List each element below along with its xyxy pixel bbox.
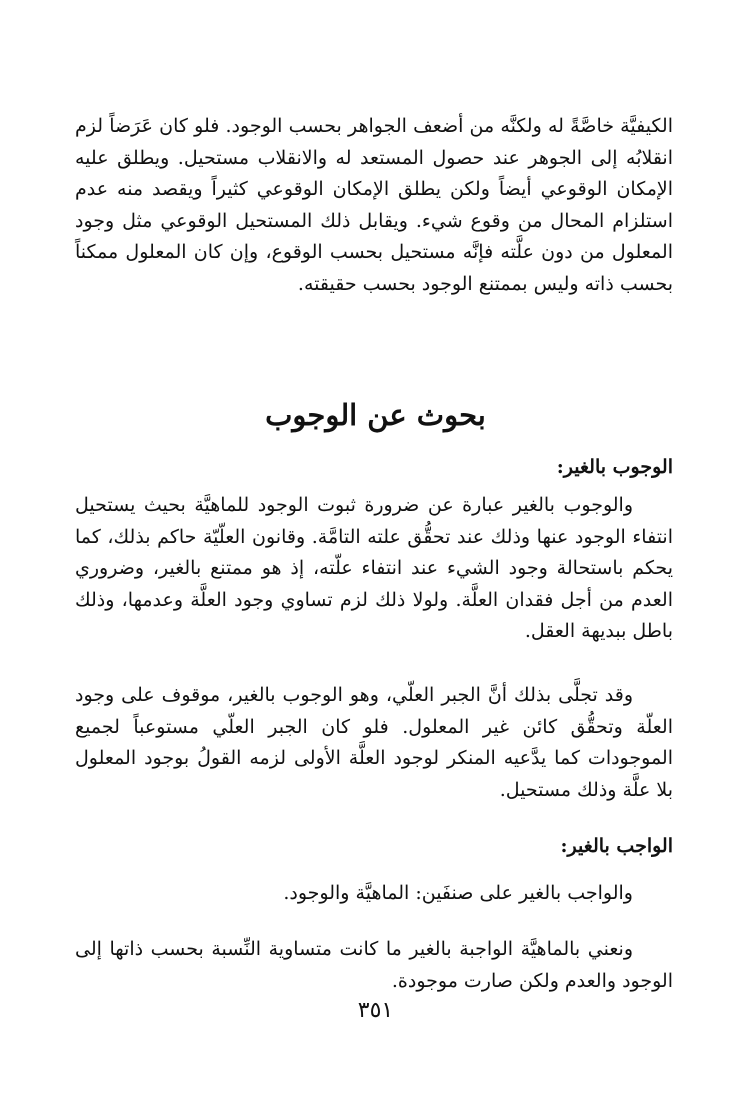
- necessary-by-other-paragraph-2: ونعني بالماهيَّة الواجبة بالغير ما كانت متساوية النِّسبة بحسب ذاتها إلى الوجود والعدم ولكن صارت موجودة.: [75, 938, 673, 992]
- necessity-by-other-paragraph-1: والوجوب بالغير عبارة عن ضرورة ثبوت الوجود للماهيَّة بحيث يستحيل انتفاء الوجود عنها وذلك عند تحقُّق علته التامَّة. وقانون العلّيّة حاكم بذلك، كما يحكم باستحالة وجود الشيء عند انتفاء علّته، إذ هو ممتنع بالغير، وضروري العدم من أجل فقدان العلَّة. ولولا ذلك لزم تساوي وجود العلَّة وعدمها، وذلك باطل ببديهة العقل.: [75, 494, 673, 643]
- section-title: بحوث عن الوجوب: [265, 398, 486, 432]
- subsection-title-necessity-by-other: الوجوب بالغير:: [556, 456, 673, 478]
- subsection-title-necessary-by-other: الواجب بالغير:: [560, 835, 673, 857]
- necessary-by-other-paragraph-1: والواجب بالغير على صنفَين: الماهيَّة والوجود.: [283, 882, 633, 904]
- page-number: ٣٥١: [357, 998, 394, 1023]
- intro-paragraph: الكيفيَّة خاصَّةً له ولكنَّه من أضعف الجواهر بحسب الوجود. فلو كان عَرَضاً لزم انقلابُه إلى الجوهر عند حصول المستعد له والانقلاب مستحيل. ويطلق عليه الإمكان الوقوعي أيضاً ولكن يطلق الإمكان الوقوعي كثيراً ويقصد منه عدم استلزام المحال من وقوع شيء. ويقابل ذلك المستحيل الوقوعي مثل وجود المعلول من دون علَّته فإنَّه مستحيل بحسب الوقوع، وإن كان المعلول ممكناً بحسب ذاته وليس بممتنع الوجود بحسب حقيقته.: [75, 115, 673, 295]
- necessity-by-other-paragraph-2: وقد تجلَّى بذلك أنَّ الجبر العلّي، وهو الوجوب بالغير، موقوف على وجود العلّة وتحقُّق كائن غير المعلول. فلو كان الجبر العلّي مستوعباً لجميع الموجودات كما يدَّعيه المنكر لوجود العلَّة الأولى لزمه القولُ بوجود المعلول بلا علَّة وذلك مستحيل.: [75, 684, 673, 801]
